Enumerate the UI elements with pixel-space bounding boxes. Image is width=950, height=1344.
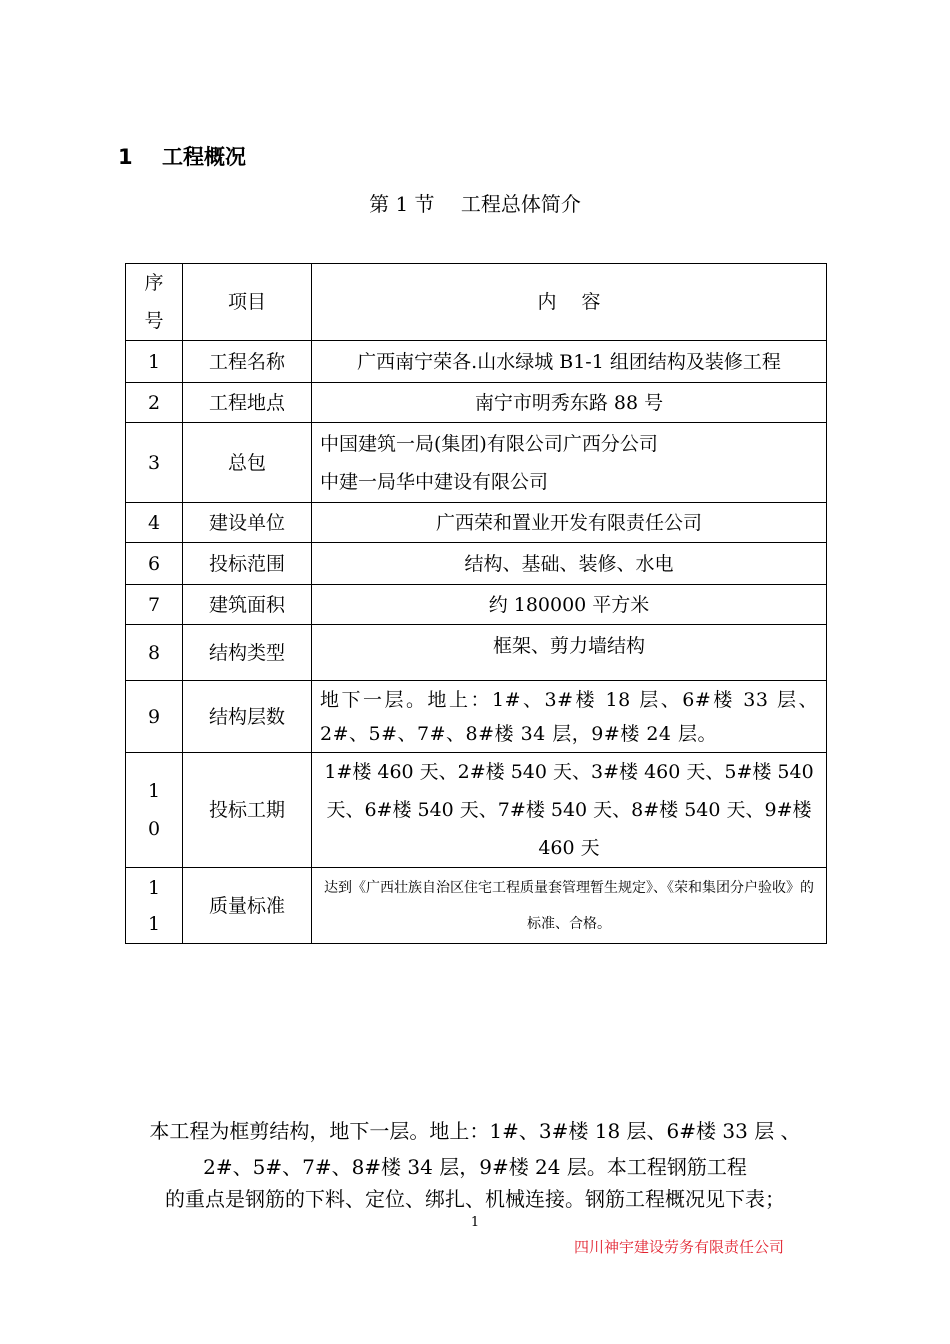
- table-row: [126, 341, 827, 383]
- header-seq: 序号: [126, 264, 183, 341]
- row-seq: 9: [126, 681, 183, 753]
- row-item: 总包: [183, 423, 312, 503]
- table-row: [126, 753, 827, 868]
- content-line: 中建一局华中建设有限公司: [320, 470, 549, 493]
- table-row: [126, 423, 827, 503]
- table-header-row: [126, 264, 827, 341]
- row-content: 约 180000 平方米: [312, 585, 827, 625]
- row-content: 结构、基础、装修、水电: [312, 543, 827, 585]
- row-content: [312, 423, 827, 503]
- row-seq-text: 10: [147, 780, 161, 840]
- row-item: 工程地点: [183, 383, 312, 423]
- row-item: 投标工期: [183, 753, 312, 868]
- table-row: [126, 681, 827, 753]
- section-title: 第 1 节 工程总体简介: [369, 192, 581, 216]
- row-item: 工程名称: [183, 341, 312, 383]
- header-item: 项目: [183, 264, 312, 341]
- row-content: 广西南宁荣各.山水绿城 B1-1 组团结构及装修工程: [312, 341, 827, 383]
- row-seq-text: 11: [147, 876, 161, 935]
- content-line: 中国建筑一局(集团)有限公司广西分公司: [320, 432, 658, 455]
- row-item: 质量标准: [183, 868, 312, 944]
- project-overview-table: [125, 263, 827, 944]
- chapter-title-text: 工程概况: [162, 145, 246, 169]
- row-seq: 7: [126, 585, 183, 625]
- row-content: 广西荣和置业开发有限责任公司: [312, 503, 827, 543]
- row-seq: 6: [126, 543, 183, 585]
- row-content: 南宁市明秀东路 88 号: [312, 383, 827, 423]
- page-number: 1: [470, 1215, 480, 1230]
- header-content: 内 容: [312, 264, 827, 341]
- body-paragraph-line-3: 的重点是钢筋的下料、定位、绑扎、机械连接。钢筋工程概况见下表；: [165, 1187, 785, 1211]
- row-seq: [126, 868, 183, 944]
- row-item: 结构类型: [183, 625, 312, 681]
- chapter-number: 1: [118, 145, 133, 169]
- table-row: [126, 625, 827, 681]
- body-paragraph-line-2: 2#、5#、7#、8#楼 34 层，9#楼 24 层。本工程钢筋工程: [203, 1155, 747, 1179]
- row-seq: 4: [126, 503, 183, 543]
- row-seq: [126, 753, 183, 868]
- row-item: 建筑面积: [183, 585, 312, 625]
- table-row: [126, 383, 827, 423]
- row-seq: 1: [126, 341, 183, 383]
- row-content: 达到《广西壮族自治区住宅工程质量套管理暂生规定》、《荣和集团分户验收》的标准、合格。: [312, 868, 827, 944]
- row-content: 1#楼 460 天、2#楼 540 天、3#楼 460 天、5#楼 540 天、6#楼 540 天、7#楼 540 天、8#楼 540 天、9#楼 460 天: [312, 753, 827, 868]
- table-row: [126, 503, 827, 543]
- row-content: 框架、剪力墙结构: [312, 625, 827, 681]
- chapter-title: [118, 141, 246, 171]
- row-seq: 2: [126, 383, 183, 423]
- row-item: 投标范围: [183, 543, 312, 585]
- row-item: 建设单位: [183, 503, 312, 543]
- table-row: [126, 868, 827, 944]
- row-content: 地下一层。地上：1#、3#楼 18 层、6#楼 33 层、2#、5#、7#、8#楼 34 层，9#楼 24 层。: [312, 681, 827, 753]
- row-item: 结构层数: [183, 681, 312, 753]
- table-row: [126, 585, 827, 625]
- body-paragraph-line-1: 本工程为框剪结构，地下一层。地上：1#、3#楼 18 层、6#楼 33 层 、: [149, 1119, 801, 1143]
- table-row: [126, 543, 827, 585]
- company-footer: 四川神宇建设劳务有限责任公司: [574, 1238, 785, 1256]
- row-seq: 3: [126, 423, 183, 503]
- row-seq: 8: [126, 625, 183, 681]
